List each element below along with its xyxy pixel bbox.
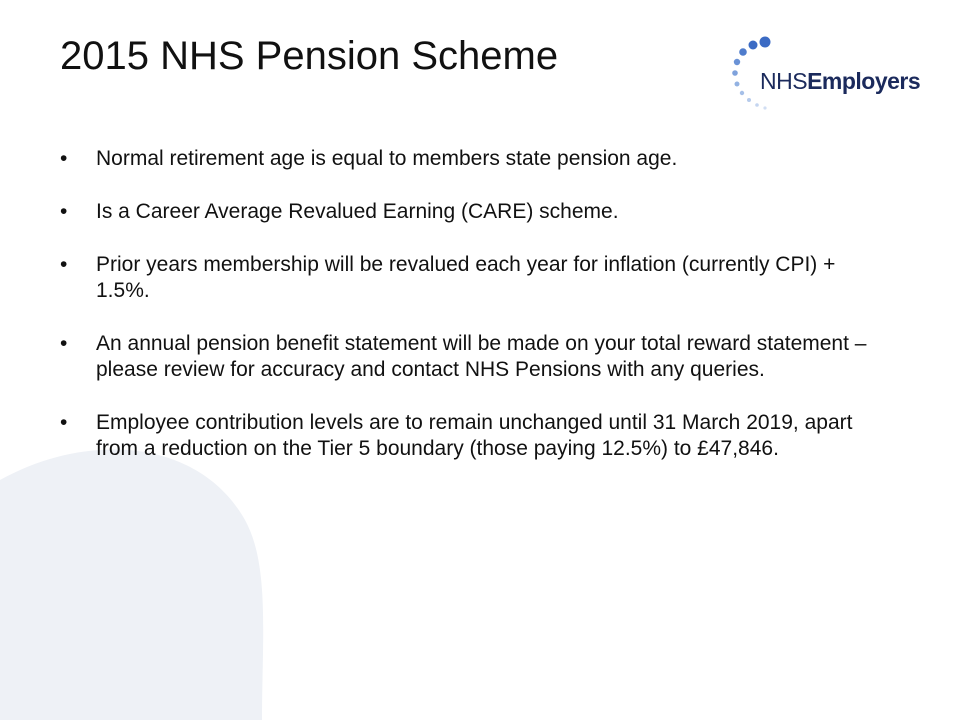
bullet-item	[60, 199, 880, 225]
nhs-employers-logo	[732, 34, 924, 114]
bullet-icon: •	[60, 411, 68, 434]
bullet-item	[60, 146, 880, 172]
bullet-text: Normal retirement age is equal to members state pension age.	[96, 147, 678, 170]
bullet-icon: •	[60, 200, 68, 223]
bullet-item	[60, 252, 880, 304]
bullet-item	[60, 331, 880, 383]
logo-wordmark	[760, 68, 920, 95]
bullet-icon: •	[60, 147, 68, 170]
bullet-icon: •	[60, 332, 68, 355]
bullet-list	[60, 146, 880, 489]
slide-title: 2015 NHS Pension Scheme	[60, 34, 559, 78]
bullet-text: Prior years membership will be revalued each year for inflation (currently CPI) + 1.5%.	[96, 253, 836, 302]
bullet-icon: •	[60, 253, 68, 276]
bullet-text: Is a Career Average Revalued Earning (CARE) scheme.	[96, 200, 619, 223]
bullet-text: An annual pension benefit statement will be made on your total reward statement – please review for accuracy and contact NHS Pensions with any queries.	[96, 332, 867, 381]
logo-nhs-text: NHS	[760, 68, 808, 94]
bullet-item	[60, 410, 880, 462]
bullet-text: Employee contribution levels are to remain unchanged until 31 March 2019, apart from a reduction on the Tier 5 boundary (those paying 12.5%) to £47,846.	[96, 411, 853, 460]
logo-employers-text: Employers	[807, 68, 921, 94]
